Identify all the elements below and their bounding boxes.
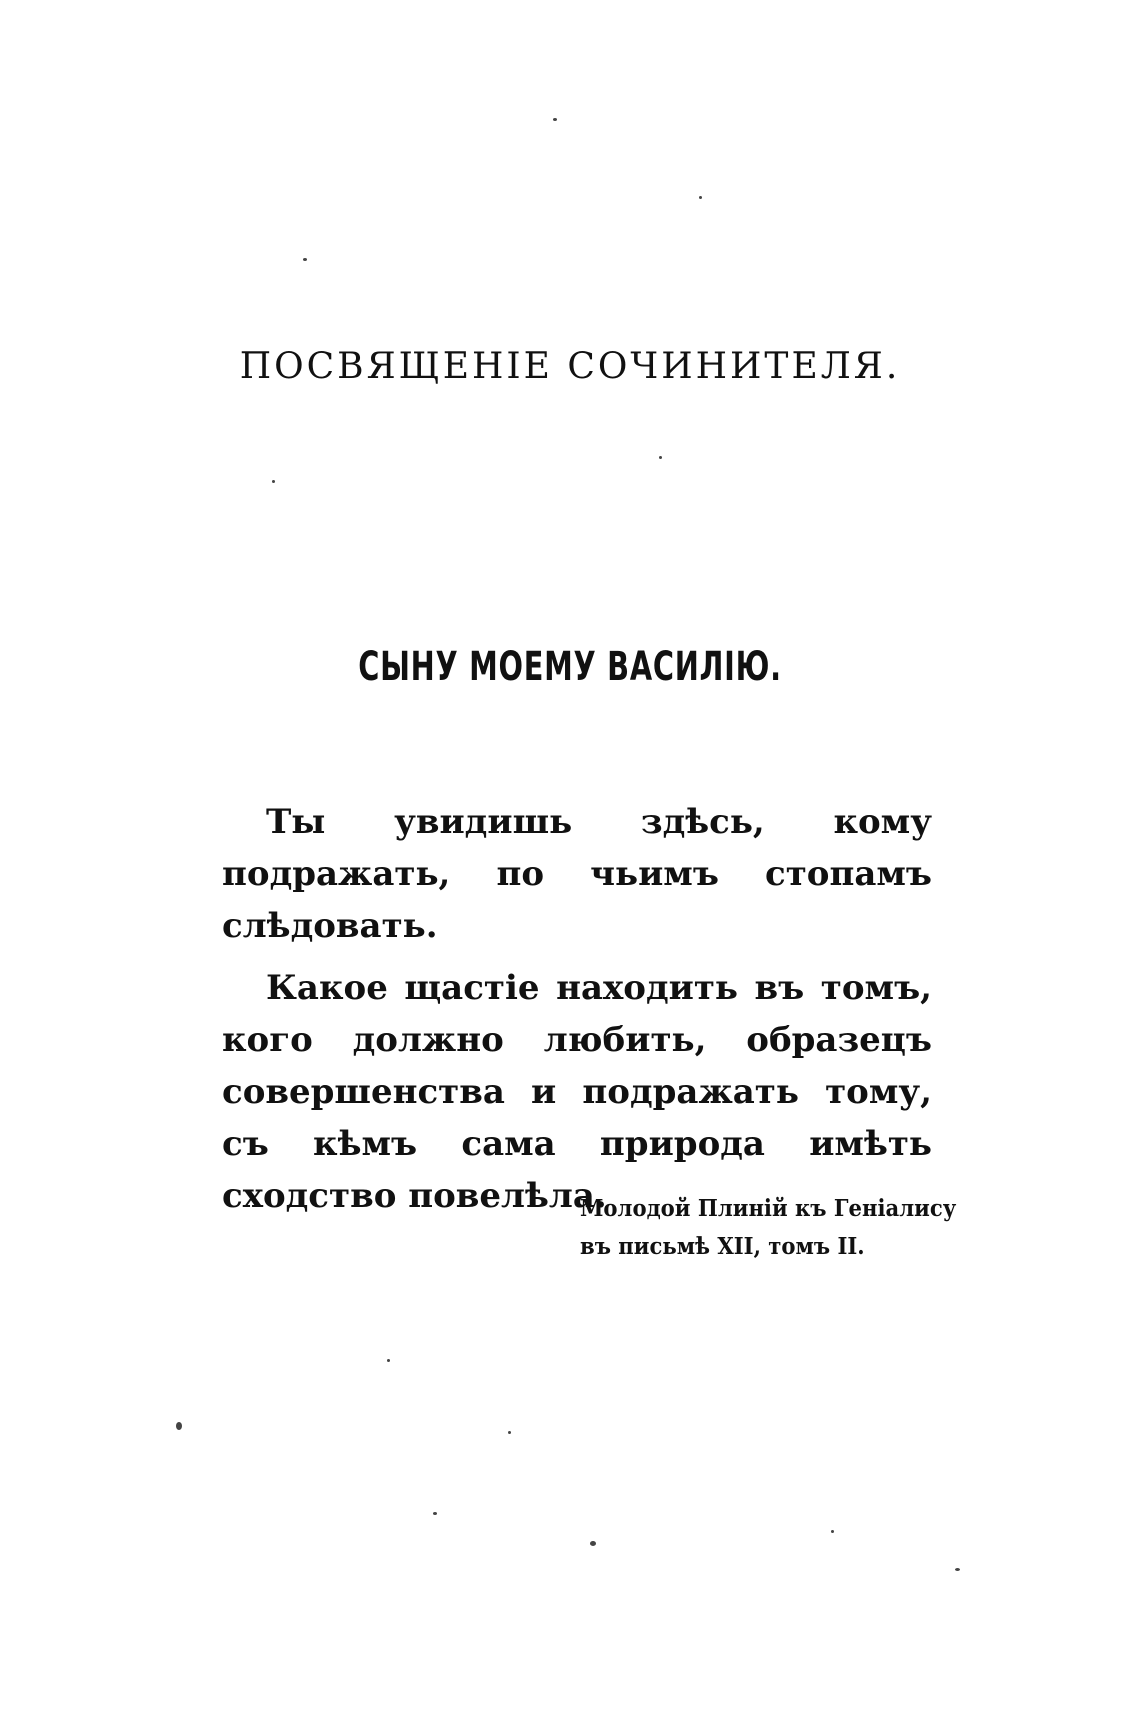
- citation-line-1: Молодой Плиній къ Геніалису: [580, 1195, 957, 1222]
- epigraph-citation: [580, 1190, 957, 1266]
- addressee-heading: СЫНУ МОЕМУ ВАСИЛІЮ.: [358, 644, 782, 690]
- print-speck: [590, 1541, 596, 1546]
- print-speck: [387, 1359, 390, 1362]
- dedication-heading: ПОСВЯЩЕНІЕ СОЧИНИТЕЛЯ.: [239, 346, 901, 387]
- print-speck: [272, 480, 275, 483]
- print-speck: [303, 258, 307, 261]
- print-speck: [955, 1568, 960, 1571]
- epigraph-paragraph-2: Какое щастіе находить въ томъ, кого должно любить, образецъ совершенства и подражать тому, съ кѣмъ сама природа имѣть сходство повелѣла.: [222, 968, 932, 1216]
- print-speck: [699, 196, 702, 199]
- print-speck: [433, 1512, 437, 1515]
- print-speck: [659, 456, 662, 459]
- print-speck: [831, 1530, 834, 1533]
- epigraph-text: [222, 796, 957, 1232]
- print-speck: [553, 118, 557, 121]
- epigraph-paragraph-1: Ты увидишь здѣсь, кому подражать, по чьимъ стопамъ слѣдовать.: [222, 802, 932, 946]
- print-speck: [176, 1422, 182, 1430]
- print-speck: [508, 1431, 511, 1434]
- citation-line-2: въ письмѣ XII, томъ II.: [580, 1233, 865, 1260]
